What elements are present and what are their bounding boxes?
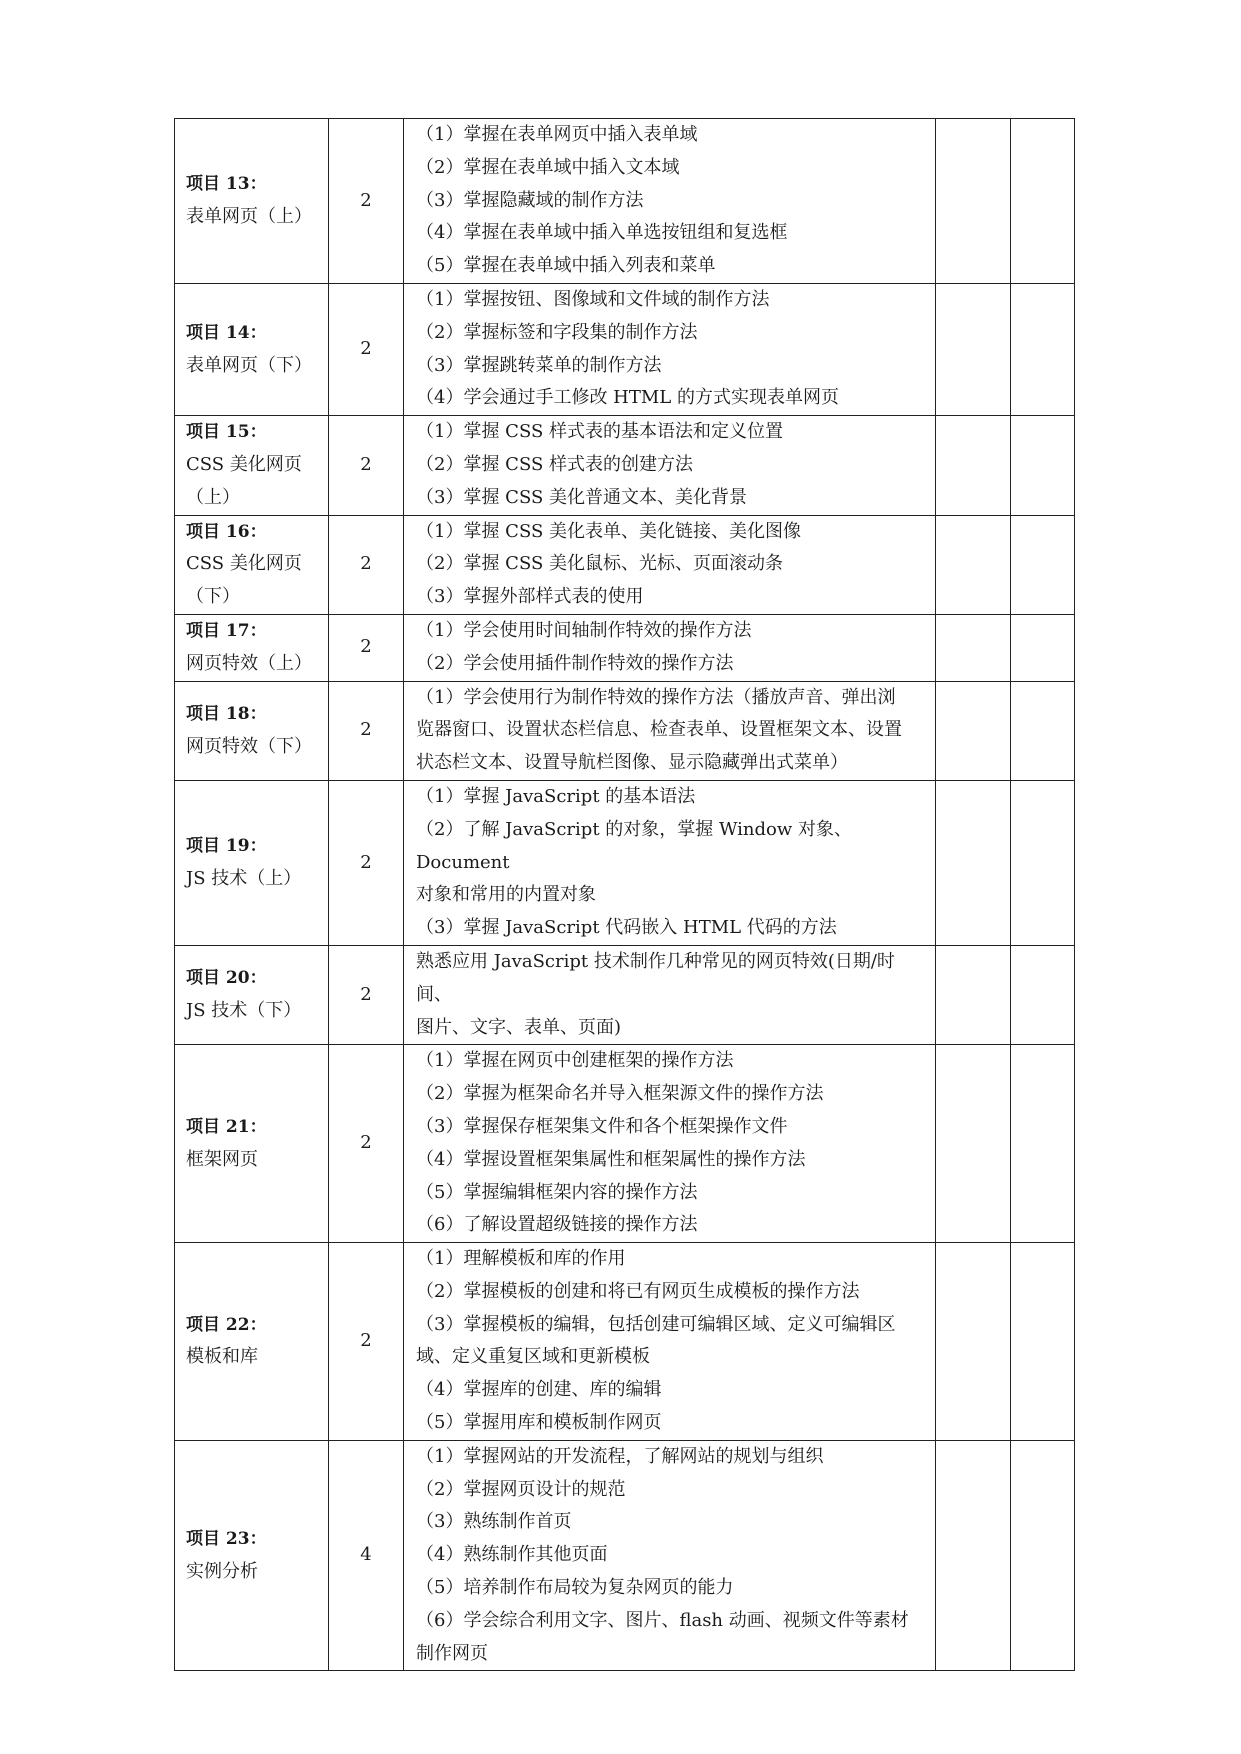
empty-cell [1011, 780, 1075, 945]
project-number: 项目 17： [186, 620, 267, 641]
class-hours-cell: 2 [329, 780, 404, 945]
goal-line: （3）掌握 CSS 美化普通文本、美化背景 [416, 486, 748, 508]
document-page [174, 118, 1074, 1671]
project-number: 项目 13： [186, 174, 267, 195]
empty-cell [936, 1243, 1011, 1441]
goal-line: （1）掌握在网页中创建框架的操作方法 [416, 1050, 734, 1072]
empty-cell [1011, 1440, 1075, 1671]
goal-line: （5）掌握在表单域中插入列表和菜单 [416, 255, 716, 277]
table-row [175, 1243, 1075, 1441]
goal-line: （6）了解设置超级链接的操作方法 [416, 1214, 698, 1236]
learning-goals-cell [404, 1045, 936, 1243]
goal-line: 览器窗口、设置状态栏信息、检查表单、设置框架文本、设置 [416, 719, 902, 741]
goal-line: （2）掌握为框架命名并导入框架源文件的操作方法 [416, 1083, 824, 1105]
empty-cell [936, 416, 1011, 515]
project-number: 项目 18： [186, 703, 267, 724]
goal-line: （1）掌握 CSS 样式表的基本语法和定义位置 [416, 421, 784, 443]
project-title: JS 技术（下） [186, 1000, 302, 1022]
project-name-cell [175, 283, 329, 415]
empty-cell [1011, 1243, 1075, 1441]
project-number: 项目 19： [186, 836, 267, 857]
goal-line: （1）学会使用时间轴制作特效的操作方法 [416, 619, 752, 641]
project-name-cell [175, 1440, 329, 1671]
goal-line: （3）掌握外部样式表的使用 [416, 586, 644, 608]
goal-line: 图片、文字、表单、页面) [416, 1016, 622, 1038]
project-title: 框架网页 [186, 1148, 258, 1170]
goal-line: （5）掌握用库和模板制作网页 [416, 1412, 662, 1434]
learning-goals-cell [404, 283, 936, 415]
goal-line: 对象和常用的内置对象 [416, 884, 596, 906]
project-name-cell [175, 681, 329, 780]
class-hours-cell: 2 [329, 681, 404, 780]
empty-cell [936, 119, 1011, 284]
goal-line: （1）掌握按钮、图像域和文件域的制作方法 [416, 288, 770, 310]
learning-goals-cell [404, 945, 936, 1044]
project-title: CSS 美化网页 [186, 553, 302, 575]
goal-line: （4）学会通过手工修改 HTML 的方式实现表单网页 [416, 387, 839, 409]
goal-line: （6）学会综合利用文字、图片、flash 动画、视频文件等素材 [416, 1609, 909, 1631]
goal-line: （3）掌握保存框架集文件和各个框架操作文件 [416, 1115, 788, 1137]
project-title: 表单网页（上） [186, 205, 312, 227]
class-hours-cell: 2 [329, 1243, 404, 1441]
goal-line: （2）掌握 CSS 样式表的创建方法 [416, 453, 694, 475]
empty-cell [1011, 1045, 1075, 1243]
project-title: 实例分析 [186, 1560, 258, 1582]
project-name-cell [175, 515, 329, 614]
table-row [175, 614, 1075, 681]
empty-cell [936, 283, 1011, 415]
goal-line: （2）学会使用插件制作特效的操作方法 [416, 652, 734, 674]
table-row [175, 780, 1075, 945]
goal-line: （4）掌握在表单域中插入单选按钮组和复选框 [416, 222, 788, 244]
goal-line: 熟悉应用 JavaScript 技术制作几种常见的网页特效(日期/时间、 [416, 950, 895, 1005]
table-row [175, 119, 1075, 284]
project-number: 项目 21： [186, 1116, 267, 1137]
goal-line: （1）理解模板和库的作用 [416, 1248, 626, 1270]
project-name-cell [175, 614, 329, 681]
empty-cell [936, 614, 1011, 681]
empty-cell [936, 780, 1011, 945]
goal-line: （3）掌握模板的编辑，包括创建可编辑区域、定义可编辑区 [416, 1313, 896, 1335]
empty-cell [1011, 416, 1075, 515]
table-row [175, 681, 1075, 780]
class-hours-cell: 4 [329, 1440, 404, 1671]
project-name-cell [175, 1045, 329, 1243]
goal-line: （3）掌握跳转菜单的制作方法 [416, 354, 662, 376]
goal-line: （4）熟练制作其他页面 [416, 1544, 608, 1566]
project-title: CSS 美化网页 [186, 453, 302, 475]
empty-cell [936, 945, 1011, 1044]
learning-goals-cell [404, 780, 936, 945]
project-title: 表单网页（下） [186, 354, 312, 376]
table-row [175, 515, 1075, 614]
empty-cell [1011, 945, 1075, 1044]
project-number: 项目 22： [186, 1314, 267, 1335]
goal-line: （2）掌握在表单域中插入文本域 [416, 156, 680, 178]
learning-goals-cell [404, 1243, 936, 1441]
project-title-part: （上） [186, 486, 240, 508]
project-number: 项目 23： [186, 1528, 267, 1549]
goal-line: （1）掌握在表单网页中插入表单域 [416, 124, 698, 145]
goal-line: （2）掌握模板的创建和将已有网页生成模板的操作方法 [416, 1280, 860, 1302]
goal-line: （5）掌握编辑框架内容的操作方法 [416, 1181, 698, 1203]
learning-goals-cell [404, 1440, 936, 1671]
goal-line: （5）培养制作布局较为复杂网页的能力 [416, 1577, 734, 1599]
goal-line: 状态栏文本、设置导航栏图像、显示隐藏弹出式菜单） [416, 752, 848, 774]
goal-line: （1）掌握 JavaScript 的基本语法 [416, 785, 696, 807]
goal-line: （2）了解 JavaScript 的对象，掌握 Window 对象、Document [416, 818, 853, 873]
project-title-part: （下） [186, 586, 240, 608]
project-number: 项目 14： [186, 322, 267, 343]
project-name-cell [175, 1243, 329, 1441]
goal-line: （4）掌握设置框架集属性和框架属性的操作方法 [416, 1148, 806, 1170]
project-title: 网页特效（上） [186, 652, 312, 674]
goal-line: （2）掌握 CSS 美化鼠标、光标、页面滚动条 [416, 553, 784, 575]
project-title: 网页特效（下） [186, 735, 312, 757]
project-number: 项目 20： [186, 968, 267, 989]
class-hours-cell: 2 [329, 515, 404, 614]
table-row [175, 283, 1075, 415]
empty-cell [1011, 119, 1075, 284]
goal-line: 域、定义重复区域和更新模板 [416, 1346, 650, 1368]
table-row [175, 1440, 1075, 1671]
empty-cell [936, 1045, 1011, 1243]
goal-line: （3）熟练制作首页 [416, 1511, 572, 1533]
class-hours-cell: 2 [329, 119, 404, 284]
project-name-cell [175, 416, 329, 515]
syllabus-table-body [175, 119, 1075, 1671]
project-name-cell [175, 945, 329, 1044]
goal-line: （2）掌握标签和字段集的制作方法 [416, 321, 698, 343]
empty-cell [936, 681, 1011, 780]
goal-line: （1）掌握 CSS 美化表单、美化链接、美化图像 [416, 520, 802, 542]
empty-cell [1011, 515, 1075, 614]
learning-goals-cell [404, 681, 936, 780]
goal-line: 制作网页 [416, 1642, 488, 1664]
project-title: JS 技术（上） [186, 867, 302, 889]
goal-line: （3）掌握隐藏域的制作方法 [416, 189, 644, 211]
empty-cell [1011, 681, 1075, 780]
table-row [175, 945, 1075, 1044]
learning-goals-cell [404, 614, 936, 681]
goal-line: （3）掌握 JavaScript 代码嵌入 HTML 代码的方法 [416, 917, 837, 939]
goal-line: （4）掌握库的创建、库的编辑 [416, 1379, 662, 1401]
learning-goals-cell [404, 416, 936, 515]
class-hours-cell: 2 [329, 283, 404, 415]
table-row [175, 416, 1075, 515]
goal-line: （1）掌握网站的开发流程，了解网站的规划与组织 [416, 1445, 824, 1467]
class-hours-cell: 2 [329, 1045, 404, 1243]
table-row [175, 1045, 1075, 1243]
learning-goals-cell [404, 119, 936, 284]
goal-line: （2）掌握网页设计的规范 [416, 1478, 626, 1500]
goal-line: （1）学会使用行为制作特效的操作方法（播放声音、弹出浏 [416, 686, 896, 708]
project-number: 项目 16： [186, 521, 267, 542]
empty-cell [1011, 283, 1075, 415]
empty-cell [936, 515, 1011, 614]
syllabus-table [174, 118, 1075, 1671]
project-name-cell [175, 780, 329, 945]
project-number: 项目 15： [186, 422, 267, 443]
empty-cell [936, 1440, 1011, 1671]
class-hours-cell: 2 [329, 614, 404, 681]
learning-goals-cell [404, 515, 936, 614]
project-name-cell [175, 119, 329, 284]
project-title: 模板和库 [186, 1346, 258, 1368]
empty-cell [1011, 614, 1075, 681]
class-hours-cell: 2 [329, 945, 404, 1044]
class-hours-cell: 2 [329, 416, 404, 515]
